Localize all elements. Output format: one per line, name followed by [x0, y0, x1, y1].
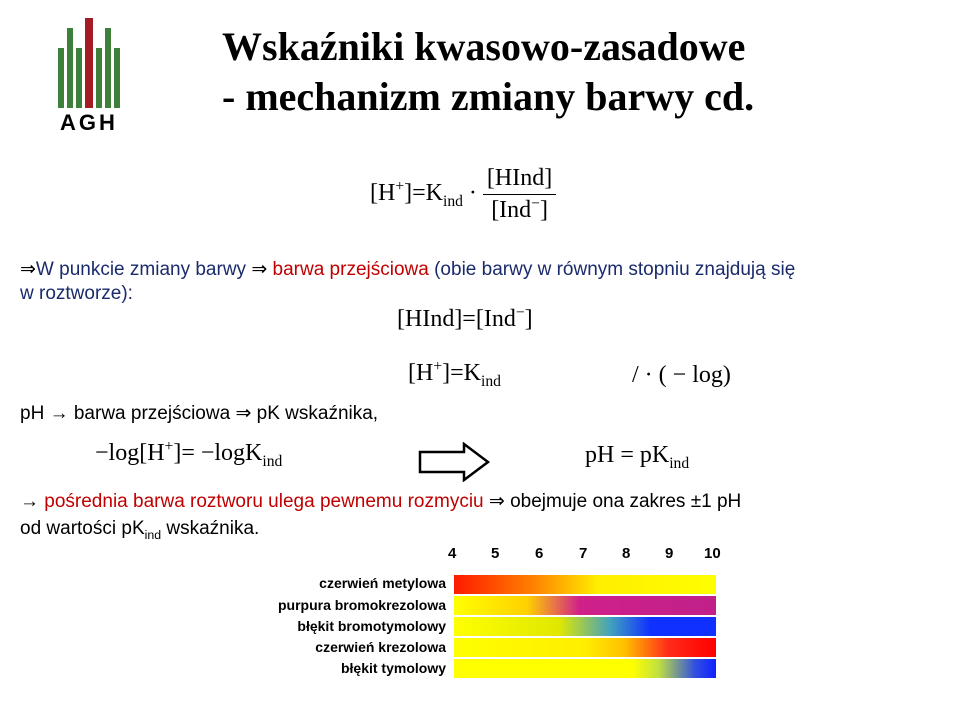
- text-line-4: od wartości $pK_{ind}$ wskaźnika.: [20, 518, 260, 542]
- indicator-color-bar: [454, 596, 716, 615]
- indicator-label: czerwień metylowa: [319, 575, 446, 591]
- tick-label: 9: [665, 545, 674, 562]
- formula-log-operation: / · ( − log): [632, 362, 731, 388]
- logo-text: AGH: [60, 110, 118, 135]
- indicator-color-bar: [454, 638, 716, 657]
- indicator-label: purpura bromokrezolowa: [277, 597, 446, 613]
- text-line-3: → pośrednia barwa roztworu ulega pewnemu rozmyciu ⇒ obejmuje ona zakres ±1 pH: [20, 491, 742, 512]
- indicator-color-bar: [454, 575, 716, 594]
- implies-arrow-icon: [418, 442, 490, 487]
- formula-neg-log: −log[H+]= −logK$_{ind}$: [95, 438, 283, 470]
- tick-label: 7: [579, 545, 588, 562]
- page-title: [222, 22, 754, 122]
- title-line-1: Wskaźniki kwasowo-zasadowe: [222, 24, 746, 69]
- indicator-color-bar: [454, 659, 716, 678]
- tick-label: 8: [622, 545, 631, 562]
- text-line-2: pH → barwa przejściowa ⇒ pK wskaźnika,: [20, 403, 379, 424]
- formula-henderson: $[H^+]=K_{ind}$ · $\frac{\text{[HInd]}}{[Ind^-]}$: [370, 165, 556, 224]
- formula-ph-equals-pk: pH = $pK_{ind}$: [585, 442, 690, 472]
- formula-h-equals-k: $[H^+]=K_{ind}$: [408, 358, 501, 390]
- tick-label: 6: [535, 545, 544, 562]
- tick-label: 10: [704, 545, 721, 562]
- indicator-label: czerwień krezolowa: [315, 639, 446, 655]
- agh-logo: [56, 18, 122, 138]
- tick-label: 5: [491, 545, 500, 562]
- indicator-label: błękit bromotymolowy: [297, 618, 446, 634]
- fraction: $\frac{\text{[HInd]}}{[Ind^-]}$: [483, 165, 556, 224]
- text-line-1: ⇒W punkcie zmiany barwy ⇒ barwa przejściowa (obie barwy w równym stopniu znajdują się w roztworze):: [20, 259, 796, 304]
- formula-equal-conc: [HInd]=[Ind−]: [397, 304, 533, 332]
- title-line-2: - mechanizm zmiany barwy cd.: [222, 74, 755, 119]
- indicator-color-bar: [454, 617, 716, 636]
- tick-label: 4: [448, 545, 457, 562]
- indicator-label: błękit tymolowy: [340, 660, 446, 676]
